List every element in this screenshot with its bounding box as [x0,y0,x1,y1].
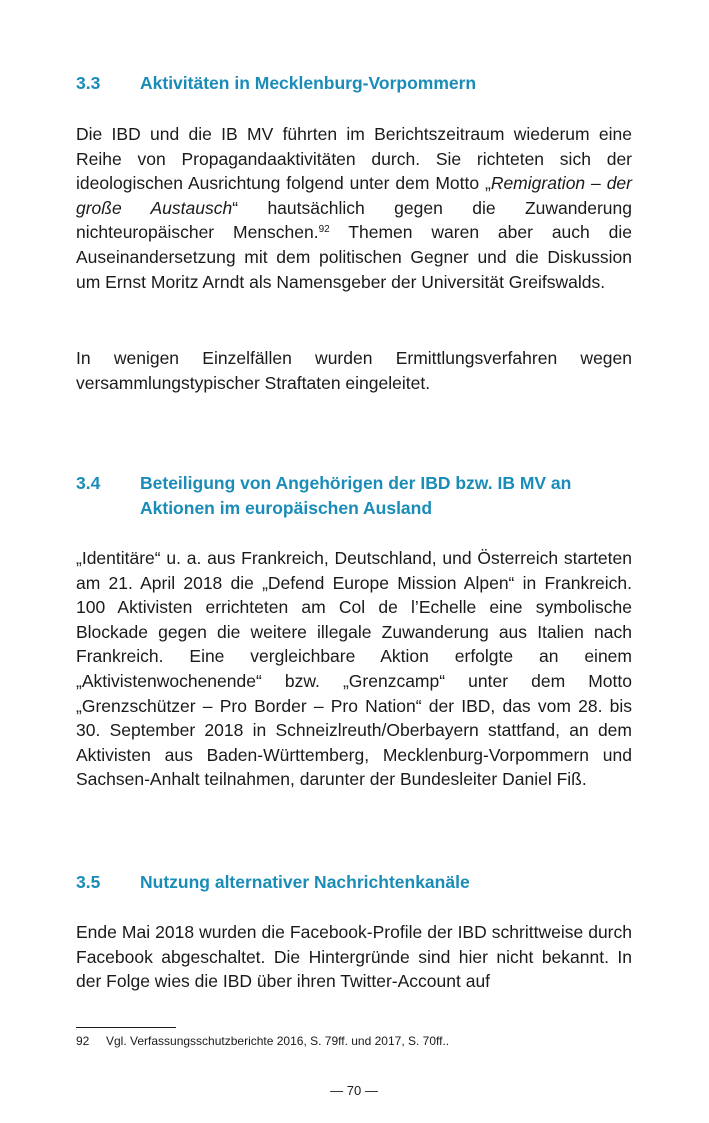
section-title: Nutzung alternativer Nachrichtenkanäle [140,872,470,892]
text-run: Die IBD und die IB MV führten im Berichtszeitraum wiederum eine Reihe von Propagandaaktivitäten durch. Sie richteten sich der ideologischen Ausrichtung folgend unter dem Motto „ [76,124,632,194]
paragraph-3-4-1: „Identitäre“ u. a. aus Frankreich, Deutschland, und Österreich starteten am 21. April 2018 die „Defend Europe Mission Alpen“ in Frankreich. 100 Aktivisten errichteten am Col de l’Echelle eine symbolische Blockade gegen die weitere illegale Zuwanderung aus Italien nach Frankreich. Eine vergleichbare Aktion erfolgte an einem „Aktivistenwochenende“ bzw. „Grenzcamp“ unter dem Motto „Grenzschützer – Pro Border – Pro Nation“ der IBD, das vom 28. bis 30. September 2018 in Schneizlreuth/Oberbayern stattfand, an dem Aktivisten aus Baden-Württemberg, Mecklenburg-Vorpommern und Sachsen-Anhalt teilnahmen, darunter der Bundesleiter Daniel Fiß. [76,548,632,790]
paragraph-3-3-2: In wenigen Einzelfällen wurden Ermittlungsverfahren wegen versammlungstypischer Straftaten eingeleitet. [76,348,632,393]
footnote-text: Vgl. Verfassungsschutzberichte 2016, S. 79ff. und 2017, S. 70ff.. [106,1034,450,1048]
section-heading-3-4 [76,471,632,521]
page-number: — 70 — [330,1083,378,1098]
footnote-reference[interactable]: 92 [318,224,330,236]
paragraph-3-3-1 [76,122,632,294]
section-number: 3.3 [76,73,101,93]
document-page [76,0,632,1123]
section-title: Aktivitäten in Mecklenburg-Vorpommern [140,73,477,93]
section-number: 3.4 [76,473,101,493]
section-title: Beteiligung von Angehörigen der IBD bzw. IB MV an Aktionen im europäischen Ausland [140,473,572,518]
section-number: 3.5 [76,872,101,892]
motto-emphasis: Remigration – der große Austausch [76,173,632,218]
text-run: “ hautsächlich gegen die Zuwanderung nichteuropäischer Menschen. [76,197,632,243]
footnote [76,1033,632,1049]
section-heading-3-5 [76,870,632,895]
footnote-divider [76,1027,176,1028]
text-run: Themen waren aber auch die Auseinandersetzung mit dem politischen Gegner und die Diskussion um Ernst Moritz Arndt als Namensgeber der Universität Greifswalds. [76,222,632,292]
section-heading-3-3 [76,71,632,96]
paragraph-3-5-1: Ende Mai 2018 wurden die Facebook-Profile der IBD schrittweise durch Facebook abgeschaltet. Die Hintergründe sind hier nicht bekannt. In der Folge wies die IBD über ihren Twitter-Account auf [76,922,632,992]
footnote-number: 92 [76,1034,90,1048]
